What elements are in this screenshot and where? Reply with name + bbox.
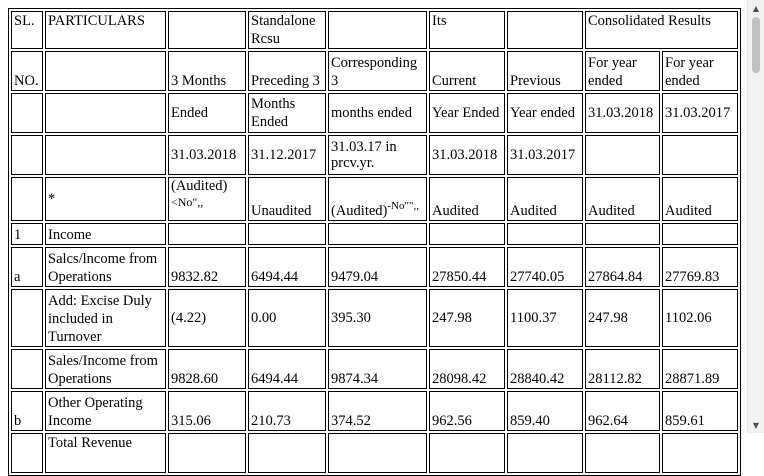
- header-cell: SL.: [11, 11, 43, 49]
- table-cell: [585, 433, 660, 473]
- table-cell: 27864.84: [585, 247, 660, 287]
- table-cell: 0.00: [248, 289, 326, 347]
- header-cell: Current: [429, 51, 505, 91]
- header-cell: Months Ended: [248, 93, 326, 133]
- table-cell: 9479.04: [328, 247, 427, 287]
- table-cell: [429, 223, 505, 245]
- table-cell: 28871.89: [662, 349, 738, 389]
- table-cell: [507, 223, 583, 245]
- header-cell: 31.03.2018: [429, 135, 505, 175]
- table-cell: 395.30: [328, 289, 427, 347]
- table-cell: 247.98: [429, 289, 505, 347]
- audited-header-cell: [328, 177, 427, 221]
- table-row: [11, 289, 738, 347]
- header-cell: Year ended: [507, 93, 583, 133]
- header-cell: [45, 51, 166, 91]
- table-cell: 6494.44: [248, 247, 326, 287]
- table-cell: 9832.82: [168, 247, 246, 287]
- table-cell: [328, 433, 427, 473]
- header-cell: Audited: [662, 177, 738, 221]
- header-cell: Audited: [507, 177, 583, 221]
- vertical-scrollbar[interactable]: [747, 0, 764, 433]
- table-cell: Income: [45, 223, 166, 245]
- header-cell: Preceding 3: [248, 51, 326, 91]
- header-cell: [11, 93, 43, 133]
- header-cell-note: -No"",,: [387, 200, 419, 213]
- table-cell: 6494.44: [248, 349, 326, 389]
- table-cell: 1: [11, 223, 43, 245]
- table-cell: [507, 433, 583, 473]
- header-cell: [507, 11, 583, 49]
- header-cell: [585, 135, 660, 175]
- table-cell: 962.64: [585, 391, 660, 431]
- scroll-up-arrow-icon[interactable]: ▲: [752, 3, 760, 13]
- header-cell-label: (Audited): [171, 178, 228, 194]
- table-cell: 859.40: [507, 391, 583, 431]
- table-cell: 859.61: [662, 391, 738, 431]
- header-row: [11, 51, 738, 91]
- header-cell: [328, 11, 427, 49]
- header-cell: 31.03.2018: [168, 135, 246, 175]
- table-cell: [11, 433, 43, 473]
- table-cell: 27769.83: [662, 247, 738, 287]
- header-cell: Ended: [168, 93, 246, 133]
- header-row: [11, 93, 738, 133]
- header-cell: Unaudited: [248, 177, 326, 221]
- table-cell: [168, 223, 246, 245]
- header-cell: Previous: [507, 51, 583, 91]
- header-row: [11, 11, 738, 49]
- table-cell: [585, 223, 660, 245]
- table-cell: Sales/Income from Operations: [45, 349, 166, 389]
- header-row: [11, 135, 738, 175]
- header-cell: months ended: [328, 93, 427, 133]
- financial-results-table: [8, 8, 741, 476]
- table-cell: 28112.82: [585, 349, 660, 389]
- header-cell: [662, 135, 738, 175]
- header-row: [11, 177, 738, 221]
- header-cell: Standalone Rcsu: [248, 11, 326, 49]
- table-cell: [248, 223, 326, 245]
- table-cell: 210.73: [248, 391, 326, 431]
- table-cell: Salcs/lncome from Operations: [45, 247, 166, 287]
- table-cell: [328, 223, 427, 245]
- table-cell: [168, 433, 246, 473]
- table-cell: [11, 289, 43, 347]
- table-cell: 315.06: [168, 391, 246, 431]
- header-cell-label: (Audited): [331, 203, 388, 219]
- header-cell: [45, 93, 166, 133]
- scrollbar-thumb[interactable]: [752, 17, 760, 73]
- header-cell: 3 Months: [168, 51, 246, 91]
- table-cell: 27850.44: [429, 247, 505, 287]
- header-cell: Its: [429, 11, 505, 49]
- table-cell: 1100.37: [507, 289, 583, 347]
- header-cell: [11, 177, 43, 221]
- table-cell: 27740.05: [507, 247, 583, 287]
- header-cell: NO.: [11, 51, 43, 91]
- table-cell: [662, 223, 738, 245]
- table-cell: Other Operating Income: [45, 391, 166, 431]
- header-cell: Consolidated Results: [585, 11, 738, 49]
- table-cell: [248, 433, 326, 473]
- table-cell: [11, 349, 43, 389]
- header-cell: 31.03.2018: [585, 93, 660, 133]
- table-row: [11, 349, 738, 389]
- table-row: [11, 391, 738, 431]
- header-cell: Year Ended: [429, 93, 505, 133]
- header-cell: Corresponding 3: [328, 51, 427, 91]
- table-row: [11, 433, 738, 473]
- table-cell: 247.98: [585, 289, 660, 347]
- table-cell: [662, 433, 738, 473]
- table-cell: Total Revenue: [45, 433, 166, 473]
- table-cell: 962.56: [429, 391, 505, 431]
- table-cell: 1102.06: [662, 289, 738, 347]
- scroll-down-arrow-icon[interactable]: ▼: [752, 420, 760, 430]
- header-cell: Audited: [585, 177, 660, 221]
- table-cell: Add: Excise Duly included in Turnover: [45, 289, 166, 347]
- table-cell: a: [11, 247, 43, 287]
- header-cell: [11, 135, 43, 175]
- header-cell: 31.03.2017: [662, 93, 738, 133]
- header-cell: For year ended: [585, 51, 660, 91]
- table-row: [11, 247, 738, 287]
- table-cell: 9874.34: [328, 349, 427, 389]
- header-cell: 31.03.17 in prcv.yr.: [328, 135, 427, 175]
- table-cell: b: [11, 391, 43, 431]
- header-cell: 31.03.2017: [507, 135, 583, 175]
- header-cell: [168, 11, 246, 49]
- header-cell: Audited: [429, 177, 505, 221]
- header-cell: PARTICULARS: [45, 11, 166, 49]
- table-row: [11, 223, 738, 245]
- table-cell: 28098.42: [429, 349, 505, 389]
- header-cell: [45, 135, 166, 175]
- header-cell-note: <No",,: [171, 195, 204, 209]
- audited-header-cell: [168, 177, 246, 221]
- table-cell: 28840.42: [507, 349, 583, 389]
- table-cell: 374.52: [328, 391, 427, 431]
- table-cell: 9828.60: [168, 349, 246, 389]
- table-cell: (4.22): [168, 289, 246, 347]
- table-cell: [429, 433, 505, 473]
- header-cell: For year ended: [662, 51, 738, 91]
- header-cell: 31.12.2017: [248, 135, 326, 175]
- header-cell: *: [45, 177, 166, 221]
